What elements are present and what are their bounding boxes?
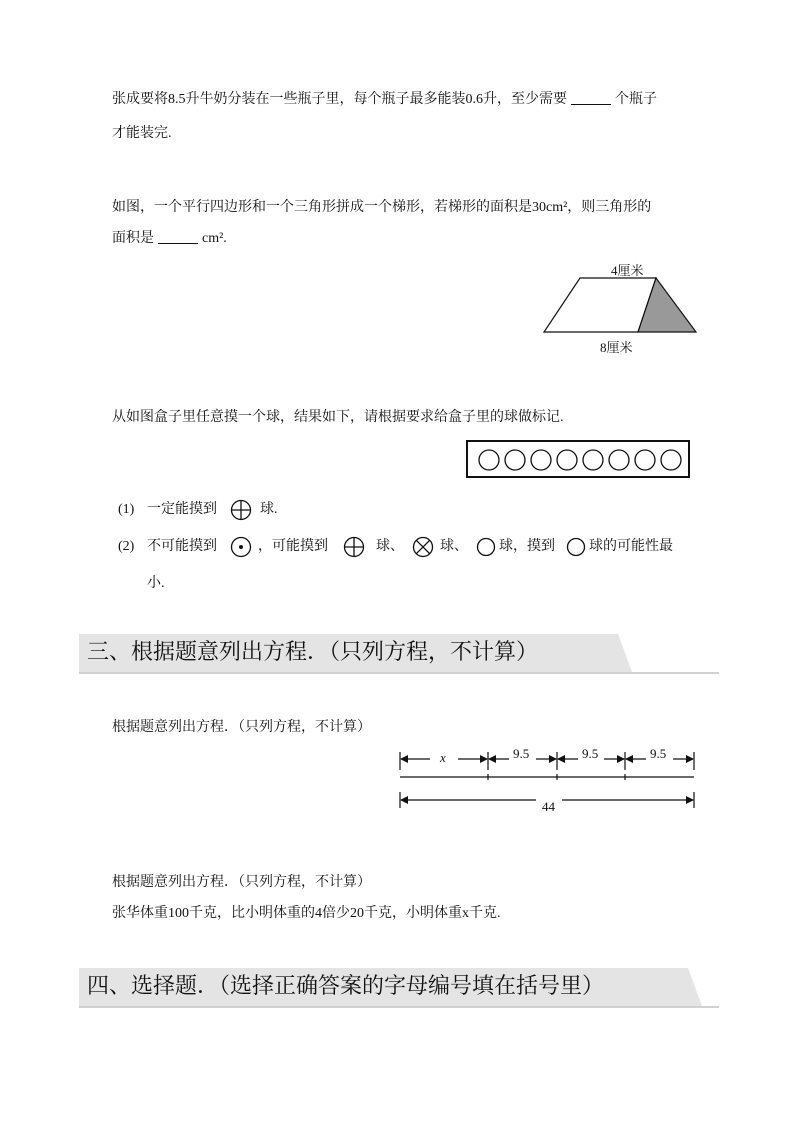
parallelogram-shape — [544, 278, 656, 332]
segment-label-x: x — [440, 750, 446, 765]
q1-answer-blank[interactable] — [571, 90, 611, 105]
ball[interactable] — [505, 450, 525, 470]
trapezoid-bottom-label: 8厘米 — [600, 340, 633, 355]
dot-circle-icon — [230, 536, 252, 558]
section-4-banner — [79, 968, 719, 1008]
q3-part2-text-g: 小. — [147, 576, 165, 591]
trapezoid-figure — [540, 258, 700, 358]
q1-text: 张成要将8.5升牛奶分装在一些瓶子里，每个瓶子最多能装0.6升，至少需要 — [112, 92, 567, 107]
ball[interactable] — [661, 450, 681, 470]
segment-label-3: 9.5 — [650, 746, 667, 761]
q5-intro: 根据题意列出方程．（只列方程，不计算） — [112, 875, 371, 890]
q2-unit: cm². — [202, 231, 227, 246]
empty-circle-icon — [566, 537, 586, 557]
q3-part2-text-f: 球的可能性最 — [589, 539, 673, 554]
q3-part1-text: 一定能摸到 — [147, 502, 217, 517]
empty-circle-icon — [476, 537, 496, 557]
ball[interactable] — [635, 450, 655, 470]
ball[interactable] — [531, 450, 551, 470]
q2-line1: 如图，一个平行四边形和一个三角形拼成一个梯形，若梯形的面积是30cm²，则三角形的 — [112, 200, 652, 215]
cross-circle-icon — [412, 536, 434, 558]
section-3-title: 三、根据题意列出方程．（只列方程，不计算） — [87, 640, 539, 665]
ball[interactable] — [609, 450, 629, 470]
ball[interactable] — [583, 450, 603, 470]
q2-text: 面积是 — [112, 231, 154, 246]
q1-text-end: 个瓶子 — [615, 92, 657, 107]
banner-slant — [678, 968, 702, 1006]
ball-row — [468, 442, 692, 480]
segment-label-2: 9.5 — [582, 746, 599, 761]
q4-intro: 根据题意列出方程．（只列方程，不计算） — [112, 720, 371, 735]
q3-part1-end: 球. — [260, 502, 278, 517]
q1-line1 — [112, 90, 657, 110]
q3-part2-text-a: 不可能摸到 — [147, 539, 217, 554]
q3-part2-text-d: 球、 — [440, 539, 468, 554]
q1-line2: 才能装完. — [112, 126, 172, 141]
banner-underline — [79, 672, 719, 674]
ball-box — [466, 440, 690, 478]
section-3-banner — [79, 634, 719, 674]
section-4-title: 四、选择题．（选择正确答案的字母编号填在括号里） — [87, 974, 605, 999]
trapezoid-top-label: 4厘米 — [611, 263, 644, 278]
q3-part2-text-e: 球，摸到 — [499, 539, 555, 554]
banner-slant — [608, 634, 632, 672]
banner-underline — [79, 1006, 719, 1008]
q2-line2 — [112, 229, 227, 249]
q5-text: 张华体重100千克，比小明体重的4倍少20千克，小明体重x千克. — [112, 906, 501, 921]
q3-part1-num: (1) — [118, 502, 135, 517]
plus-circle-icon — [343, 536, 365, 558]
segment-diagram — [396, 744, 700, 814]
q2-answer-blank[interactable] — [158, 229, 198, 244]
total-length-label: 44 — [542, 799, 555, 814]
q3-part2-text-b: ，可能摸到 — [258, 539, 328, 554]
q3-part2-text-c: 球、 — [376, 539, 404, 554]
plus-circle-icon — [230, 499, 252, 521]
ball[interactable] — [557, 450, 577, 470]
segment-label-1: 9.5 — [513, 746, 530, 761]
q3-intro: 从如图盒子里任意摸一个球，结果如下，请根据要求给盒子里的球做标记. — [112, 410, 564, 425]
ball[interactable] — [479, 450, 499, 470]
q3-part2-num: (2) — [118, 539, 135, 554]
